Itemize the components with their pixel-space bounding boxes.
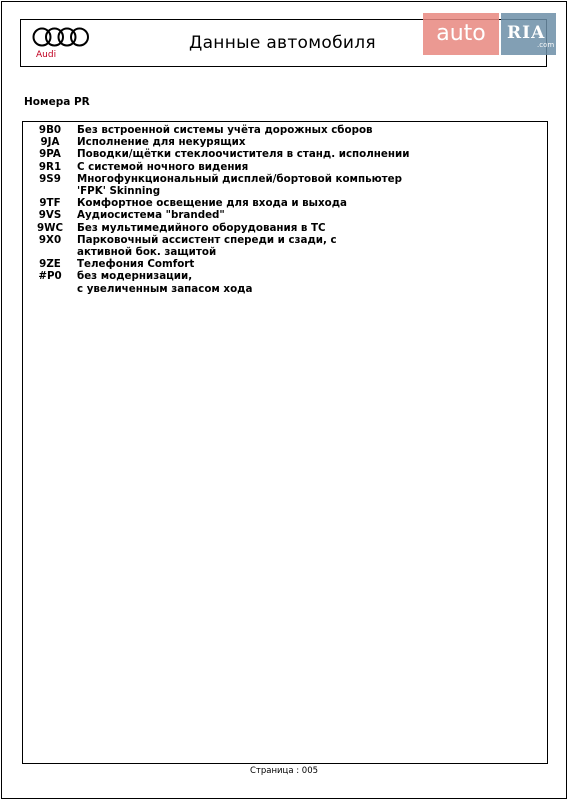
pr-code: 9R1	[38, 160, 62, 173]
pr-description: Без мультимедийного оборудования в ТС	[77, 221, 326, 234]
watermark-auto: auto	[423, 13, 499, 55]
pr-code-row	[23, 173, 543, 197]
pr-description: Многофункциональный дисплей/бортовой компьютер 'FPK' Skinning	[77, 172, 402, 198]
pr-description: Телефония Comfort	[77, 258, 195, 271]
pr-description: Поводки/щётки стеклоочистителя в станд. исполнении	[77, 148, 410, 161]
pr-code-row	[23, 124, 543, 136]
pr-description: Аудиосистема "branded"	[77, 209, 225, 222]
pr-code: #P0	[38, 270, 62, 283]
pr-code-row	[23, 258, 543, 270]
pr-code-row	[23, 197, 543, 209]
watermark-ria	[501, 13, 556, 55]
pr-code-row	[23, 270, 543, 294]
watermark-ria-com: .com	[537, 41, 555, 49]
pr-code: 9WC	[36, 221, 64, 234]
pr-description: С системой ночного видения	[77, 160, 249, 173]
pr-codes-box	[22, 121, 548, 764]
pr-code-row	[23, 209, 543, 221]
pr-description: без модернизации, с увеличенным запасом хода	[77, 270, 253, 295]
pr-code: 9S9	[39, 172, 61, 185]
pr-description: Исполнение для некурящих	[77, 136, 246, 149]
pr-code: 9B0	[38, 124, 62, 136]
pr-code-row	[23, 136, 543, 148]
pr-code-row	[23, 148, 543, 160]
pr-code-row	[23, 234, 543, 258]
watermark-ria-text: RIA	[507, 23, 546, 43]
pr-code: 9VS	[38, 209, 62, 222]
page-number: Страница : 005	[249, 766, 319, 776]
pr-code-row	[23, 222, 543, 234]
audi-logo	[31, 26, 91, 62]
pr-code: 9X0	[38, 233, 62, 246]
autoria-watermark	[423, 13, 556, 55]
pr-codes-list	[23, 124, 543, 295]
pr-code: 9PA	[39, 148, 61, 161]
pr-code: 9JA	[40, 136, 60, 149]
audi-logo-text: Audi	[36, 50, 57, 60]
pr-description: Парковочный ассистент спереди и сзади, с активной бок. защитой	[77, 233, 337, 259]
page-title: Данные автомобиля	[189, 33, 376, 53]
pr-description: Без встроенной системы учёта дорожных сборов	[77, 124, 373, 136]
pr-code: 9ZE	[39, 258, 61, 271]
section-label: Номера PR	[24, 96, 90, 108]
pr-description: Комфортное освещение для входа и выхода	[77, 197, 347, 210]
pr-code: 9TF	[39, 197, 61, 210]
pr-code-row	[23, 161, 543, 173]
audi-rings-icon	[31, 26, 91, 48]
